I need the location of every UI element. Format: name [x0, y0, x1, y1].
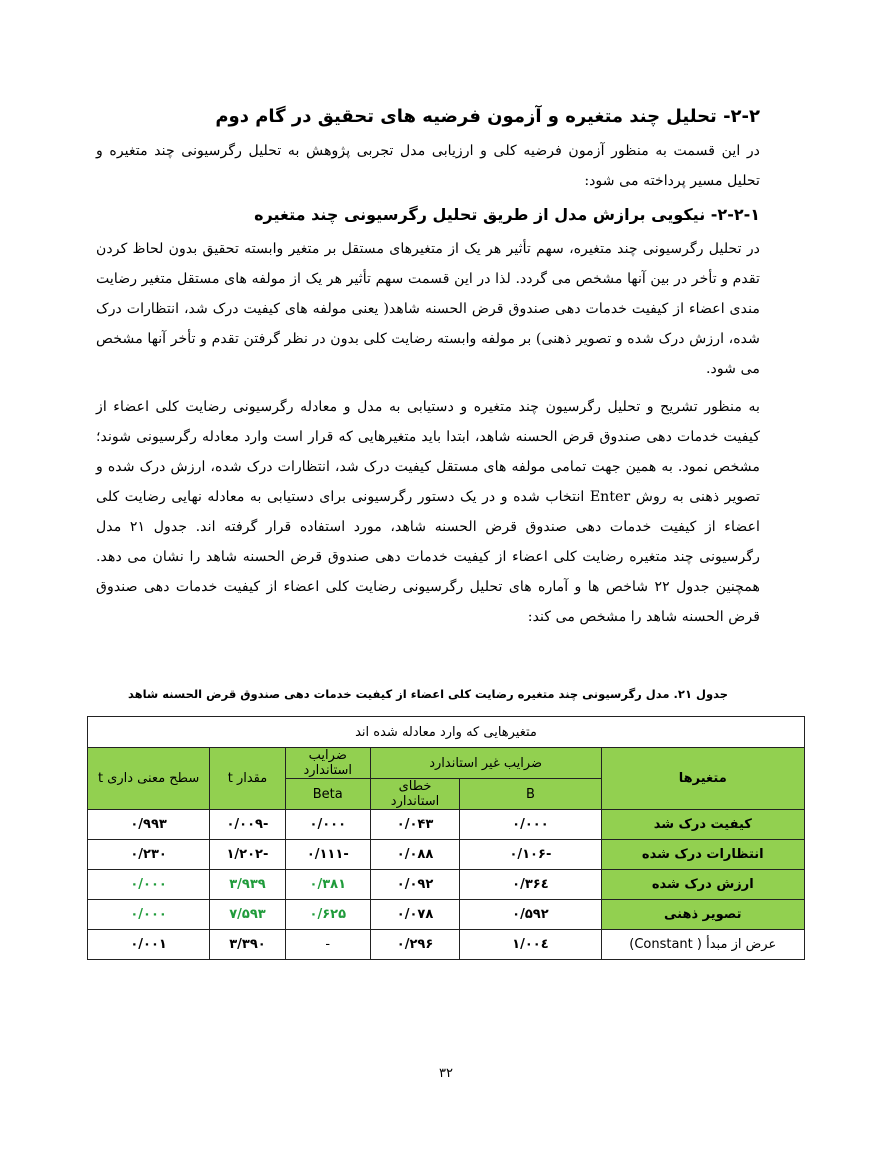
section-heading: ۲-۲- تحلیل چند متغیره و آزمون فرضیه های تحقیق در گام دوم: [215, 106, 760, 127]
cell-b: -۰/۱۰۶: [460, 840, 601, 870]
cell-sig: ۰/۲۳۰: [88, 840, 210, 870]
cell-beta: ۰/۳۸۱: [285, 870, 370, 900]
cell-beta: -۰/۱۱۱: [285, 840, 370, 870]
page-number: ۳۲: [439, 1066, 453, 1081]
cell-b: ۰/۵۹۲: [460, 900, 601, 930]
row-label: عرض از مبدأ ( Constant): [601, 930, 804, 960]
table-caption: جدول ۲۱. مدل رگرسیونی چند متغیره رضایت کلی اعضاء از کیفیت خدمات دهی صندوق قرض الحسنه شاهد: [127, 687, 729, 701]
row-label: ارزش درک شده: [601, 870, 804, 900]
subheader-beta: Beta: [285, 779, 370, 810]
cell-t: ۷/۵۹۳: [210, 900, 286, 930]
row-label: انتظارات درک شده: [601, 840, 804, 870]
regression-table: [87, 716, 805, 960]
cell-std-error: ۰/۰۸۸: [370, 840, 459, 870]
row-label: کیفیت درک شد: [601, 810, 804, 840]
header-variables: متغیرها: [601, 748, 804, 810]
table-row: [88, 900, 805, 930]
cell-beta: ۰/۰۰۰: [285, 810, 370, 840]
cell-b: ۰/۰۰۰: [460, 810, 601, 840]
table-row: [88, 870, 805, 900]
cell-t: ۳/۳۹۰: [210, 930, 286, 960]
header-standardized: ضرایب استاندارد: [285, 748, 370, 779]
paragraph-2: در تحلیل رگرسیونی چند متغیره، سهم تأثیر هر یک از متغیرهای مستقل بر متغیر وابسته تحقیق بدون لحاظ کردن تقدم و تأخر در بین آنها مشخص می گردد. لذا در این قسمت سهم تأثیر هر یک از مولفه های مستقل متغیر رضایت مندی اعضاء از کیفیت خدمات دهی صندوق قرض الحسنه شاهد( یعنی مولفه های کیفیت درک شد، انتظارات درک شده، ارزش درک شده و تصویر ذهنی) بر مولفه وابسته رضایت کلی بدون در نظر گرفتن تقدم و تأخر آنها مشخص می شود.: [96, 241, 760, 377]
header-t-value: مقدار t: [210, 748, 286, 810]
cell-b: ۰/۳۶٤: [460, 870, 601, 900]
cell-sig: ۰/۰۰۱: [88, 930, 210, 960]
cell-t: ۳/۹۳۹: [210, 870, 286, 900]
row-label: تصویر ذهنی: [601, 900, 804, 930]
cell-std-error: ۰/۰۴۳: [370, 810, 459, 840]
paragraph-3: به منظور تشریح و تحلیل رگرسیون چند متغیره و دستیابی به مدل و معادله رگرسیونی رضایت کلی اعضاء از کیفیت خدمات دهی صندوق قرض الحسنه شاهد، ابتدا باید متغیرهایی که قرار است وارد معادله رگرسیونی شوند؛ مشخص نمود. به همین جهت تمامی مولفه های مستقل کیفیت درک شد، انتظارات درک شده، ارزش درک شده و تصویر ذهنی به روش Enter انتخاب شده و در یک دستور رگرسیونی برای دستیابی به معادله نهایی رضایت کلی اعضاء از کیفیت خدمات دهی صندوق قرض الحسنه شاهد، مورد استفاده قرار گرفته اند. جدول ۲۱ مدل رگرسیونی چند متغیره رضایت کلی اعضاء از کیفیت خدمات دهی صندوق قرض الحسنه شاهد را نشان می دهد. همچنین جدول ۲۲ شاخص ها و آماره های تحلیل رگرسیونی رضایت کلی اعضاء از کیفیت خدمات دهی صندوق قرض الحسنه شاهد را مشخص می کند:: [96, 399, 760, 625]
subheader-b: B: [460, 779, 601, 810]
cell-std-error: ۰/۰۹۲: [370, 870, 459, 900]
cell-t: -۰/۰۰۹: [210, 810, 286, 840]
header-unstandardized: ضرایب غیر استاندارد: [370, 748, 601, 779]
table-title: متغیرهایی که وارد معادله شده اند: [88, 717, 805, 748]
subsection-heading: ۲-۲-۱- نیکویی برازش مدل از طریق تحلیل رگرسیونی چند متغیره: [254, 205, 760, 224]
cell-b: ۱/۰۰٤: [460, 930, 601, 960]
cell-std-error: ۰/۰۷۸: [370, 900, 459, 930]
table-row: [88, 930, 805, 960]
table-row: [88, 840, 805, 870]
cell-sig: ۰/۹۹۳: [88, 810, 210, 840]
cell-beta: -: [285, 930, 370, 960]
subheader-std-error: خطای استاندارد: [370, 779, 459, 810]
table-row: [88, 810, 805, 840]
header-significance: سطح معنی داری t: [88, 748, 210, 810]
cell-sig: ۰/۰۰۰: [88, 870, 210, 900]
intro-paragraph: در این قسمت به منظور آزمون فرضیه کلی و ارزیابی مدل تجربی پژوهش به تحلیل رگرسیونی چند متغیره و تحلیل مسیر پرداخته می شود:: [96, 143, 760, 189]
cell-std-error: ۰/۲۹۶: [370, 930, 459, 960]
cell-beta: ۰/۶۲۵: [285, 900, 370, 930]
cell-t: -۱/۲۰۲: [210, 840, 286, 870]
cell-sig: ۰/۰۰۰: [88, 900, 210, 930]
